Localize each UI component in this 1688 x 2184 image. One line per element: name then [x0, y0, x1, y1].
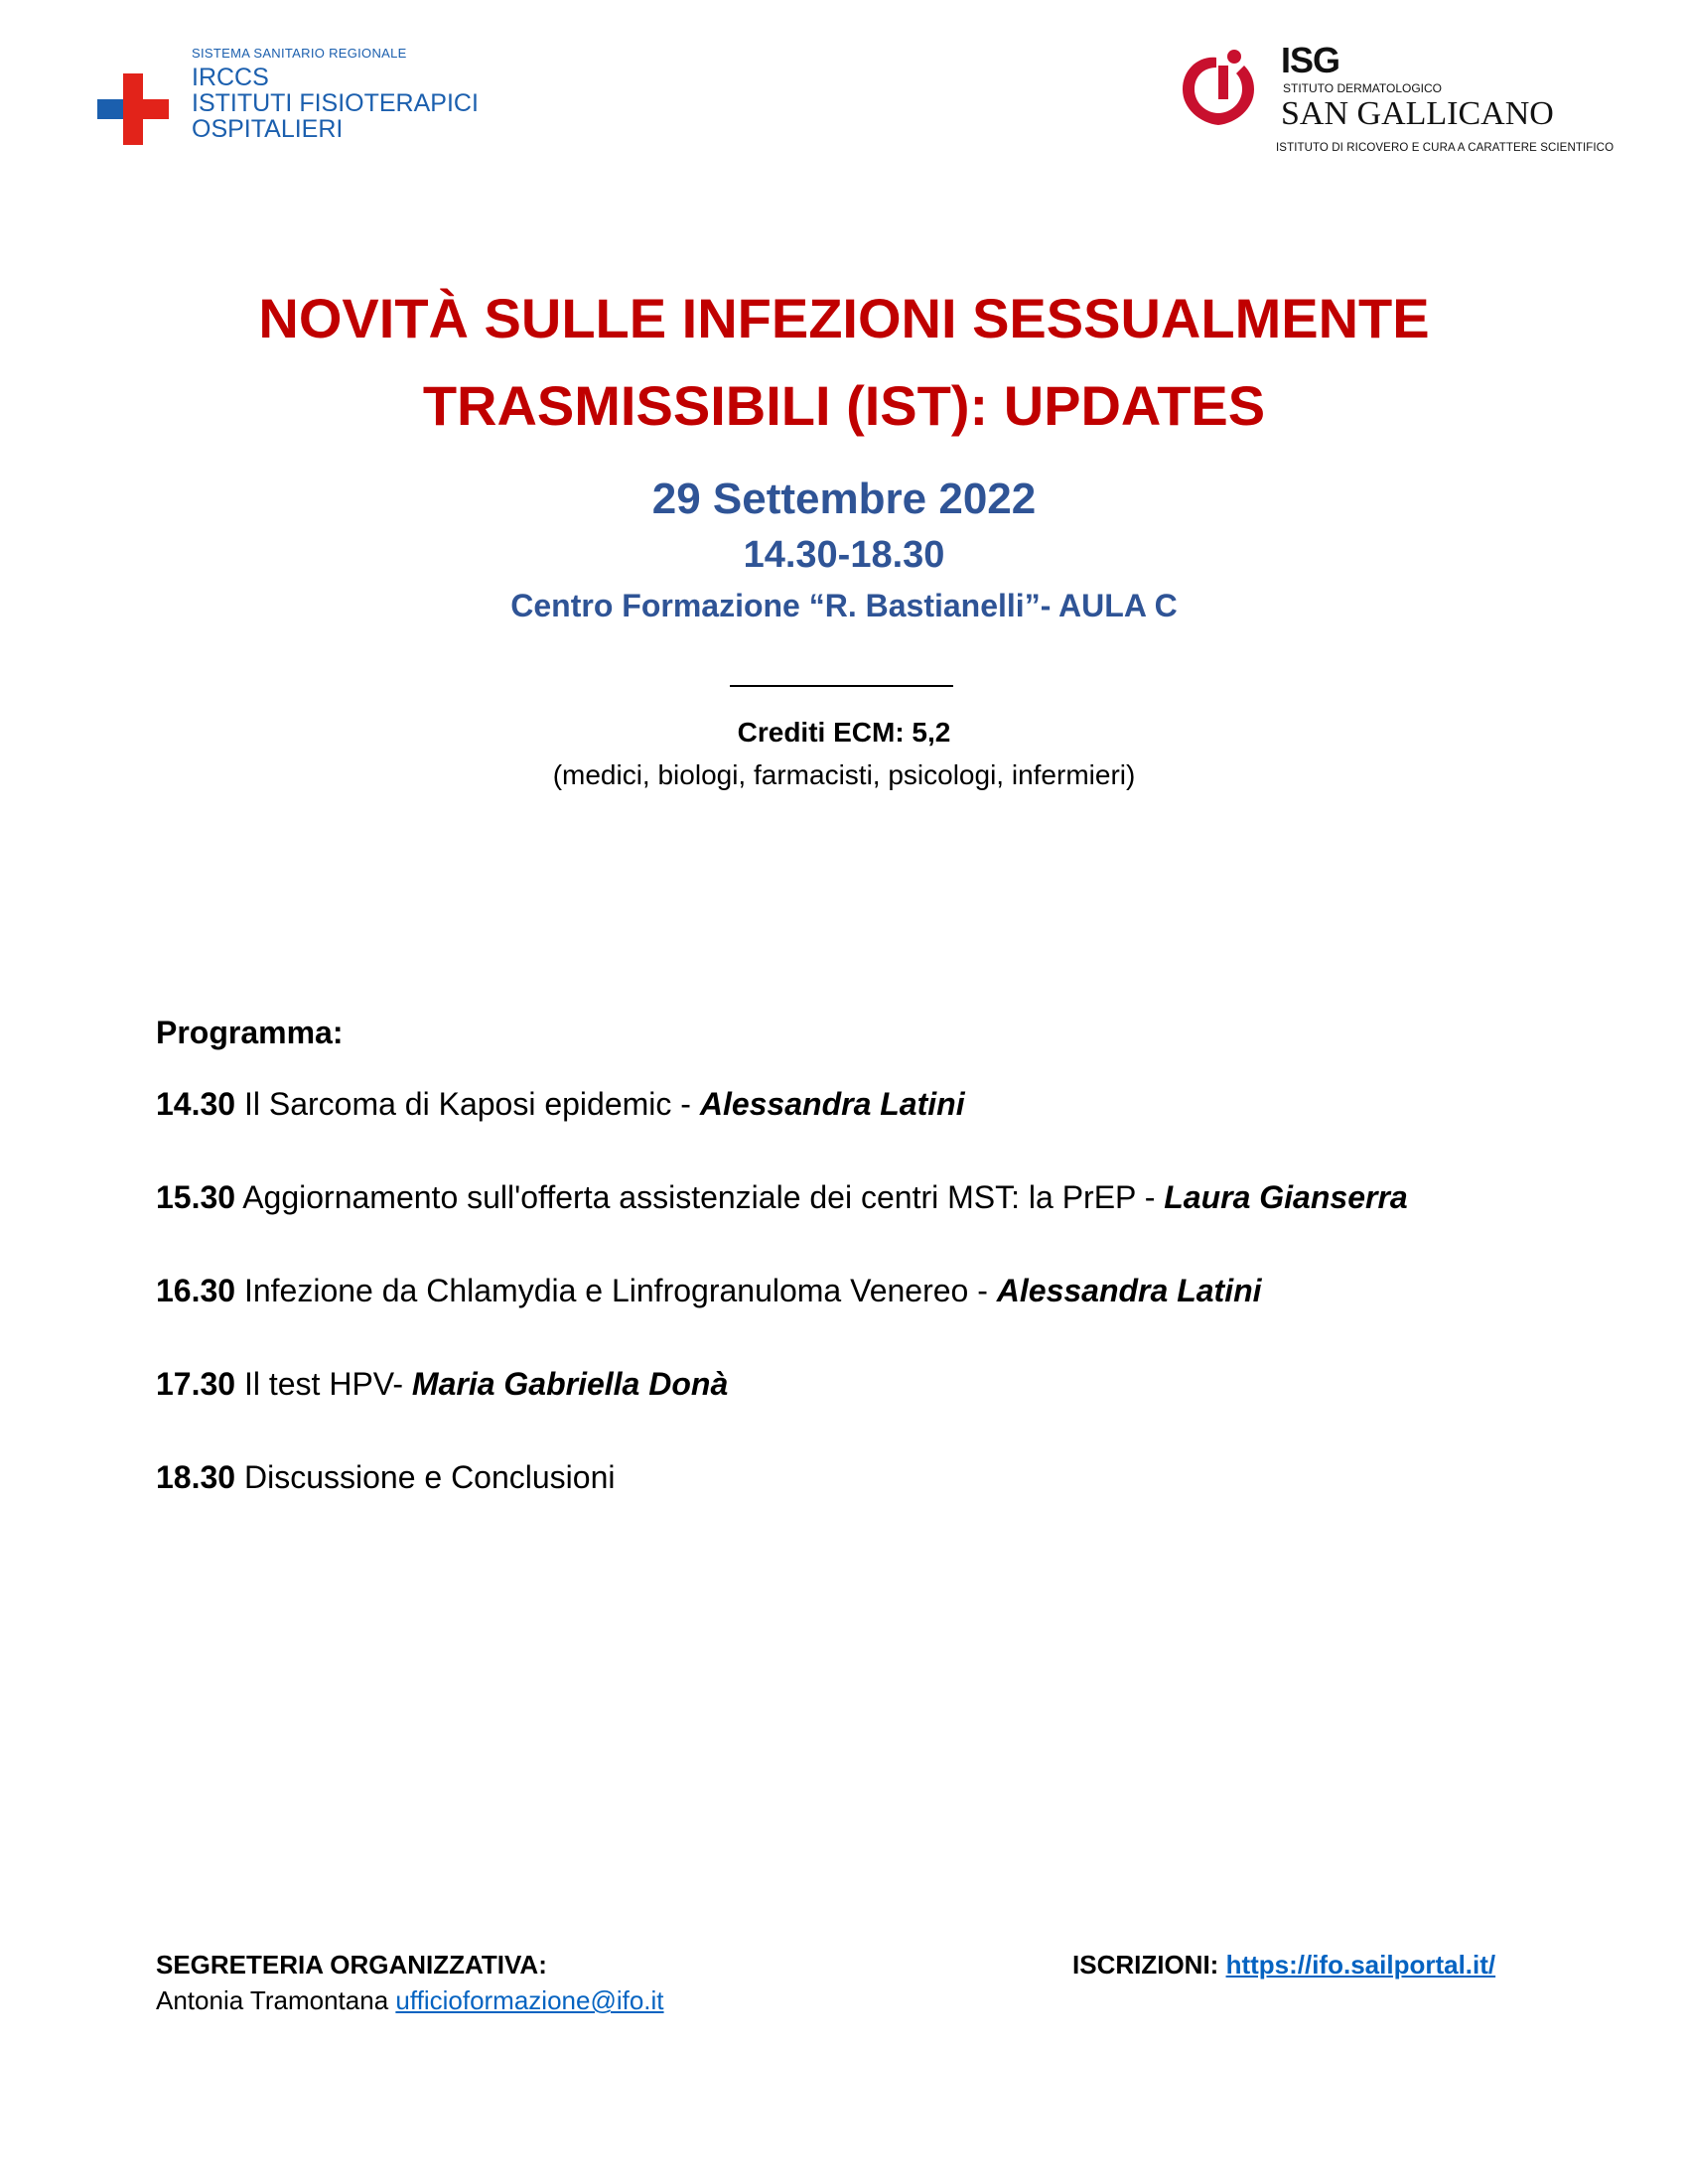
- program-item-topic: Il Sarcoma di Kaposi epidemic -: [235, 1086, 700, 1122]
- program-item: [156, 1366, 728, 1403]
- program-item-time: 15.30: [156, 1179, 236, 1215]
- target-audience: (medici, biologi, farmacisti, psicologi, infermieri): [552, 759, 1136, 790]
- ifo-logo-line3: OSPITALIERI: [192, 115, 344, 143]
- event-title-line2: TRASMISSIBILI (IST): UPDATES: [422, 374, 1266, 437]
- program-heading: Programma:: [156, 1015, 344, 1050]
- isg-heart-mark-icon: [1177, 46, 1261, 130]
- program-item: [156, 1086, 965, 1123]
- event-time: 14.30-18.30: [743, 534, 945, 576]
- program-item-time: 18.30: [156, 1459, 236, 1495]
- isg-name: SAN GALLICANO: [1281, 95, 1554, 132]
- program-item-topic: Il test HPV-: [235, 1366, 412, 1402]
- program-item-time: 17.30: [156, 1366, 236, 1402]
- program-item-topic: Discussione e Conclusioni: [235, 1459, 616, 1495]
- secretariat-contact: [156, 1985, 664, 2016]
- secretariat-name: Antonia Tramontana: [156, 1985, 396, 2015]
- program-item-time: 16.30: [156, 1273, 236, 1308]
- isg-abbreviation: ISG: [1281, 40, 1340, 80]
- program-item-speaker: Maria Gabriella Donà: [411, 1366, 729, 1402]
- registration-link[interactable]: https://ifo.sailportal.it/: [1225, 1950, 1496, 1979]
- ifo-logo-line2: ISTITUTI FISIOTERAPICI: [192, 89, 479, 117]
- event-date: 29 Settembre 2022: [651, 475, 1037, 523]
- secretariat-label: SEGRETERIA ORGANIZZATIVA:: [156, 1950, 547, 1979]
- ecm-credits: Crediti ECM: 5,2: [737, 717, 951, 748]
- isg-subtitle: ISTITUTO DI RICOVERO E CURA A CARATTERE SCIENTIFICO: [1276, 142, 1615, 154]
- isg-logo: [1177, 40, 1615, 164]
- program-item-topic: Aggiornamento sull'offerta assistenziale dei centri MST: la PrEP -: [235, 1179, 1165, 1215]
- ifo-logo-line1: IRCCS: [192, 64, 269, 91]
- red-cross-icon: [97, 73, 169, 145]
- program-item-speaker: Alessandra Latini: [996, 1273, 1262, 1308]
- program-item-topic: Infezione da Chlamydia e Linfrogranuloma Venereo -: [235, 1273, 997, 1308]
- isg-dept-line: STITUTO DERMATOLOGICO: [1283, 81, 1443, 95]
- ifo-logo: [97, 44, 514, 153]
- registration: [1072, 1950, 1495, 1980]
- program-item-time: 14.30: [156, 1086, 236, 1122]
- program-item-speaker: Alessandra Latini: [699, 1086, 965, 1122]
- program-item: [156, 1273, 1262, 1309]
- program-item: [156, 1179, 1408, 1216]
- divider-line: [730, 685, 953, 687]
- program-item: [156, 1459, 615, 1496]
- secretariat-email-link[interactable]: ufficioformazione@ifo.it: [395, 1985, 664, 2015]
- event-title-line1: NOVITÀ SULLE INFEZIONI SESSUALMENTE: [258, 287, 1430, 349]
- program-item-speaker: Laura Gianserra: [1164, 1179, 1408, 1215]
- registration-label: ISCRIZIONI:: [1072, 1950, 1226, 1979]
- ifo-logo-small-line: SISTEMA SANITARIO REGIONALE: [192, 46, 407, 61]
- event-venue: Centro Formazione “R. Bastianelli”- AULA C: [510, 588, 1178, 623]
